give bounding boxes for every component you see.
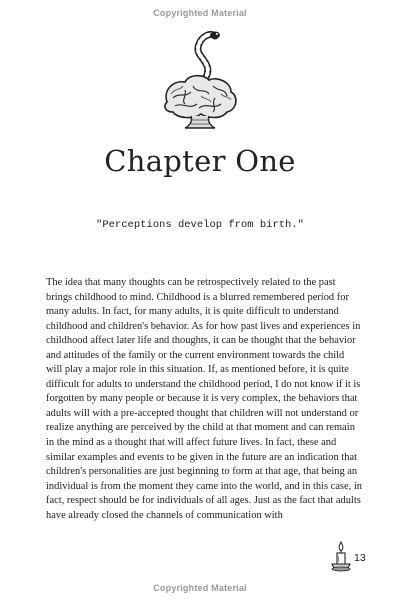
copyright-footer: Copyrighted Material: [153, 583, 247, 593]
paragraph: The idea that many thoughts can be retrospectively related to the past brings childhood to mind. Childhood is a blurred remembered period for many adults. In fact, for many adults, it is quite difficult to understand childhood and children's behavior. As for how past lives and experiences in childhood affect later life and thoughts, it can be thought that the behavior and attitudes of the family or the current environment towards the child will play a major role in this situation. If, as mentioned before, it is quite difficult for adults to understand the childhood period, I do not know if it is forgotten by many people or because it is very complex, the behaviors that adults will with a pre-accepted thought that children will not understand or realize anything are perceived by the child at that moment and can remain in the mind as a thought that will affect future lives. In fact, these and similar examples and events to be given in the future are an indication that children's personalities are just beginning to form at that age, that being an individual is from the moment they came into the world, and in this case, in fact, respect should be for individuals of all ages. Just as the fact that adults have already closed the channels of communication with: [46, 277, 362, 521]
page-number: 13: [354, 552, 366, 564]
chapter-epigraph: "Perceptions develop from birth.": [96, 219, 304, 231]
body-text: [46, 276, 362, 523]
candle-icon: [330, 540, 352, 572]
copyright-header: Copyrighted Material: [153, 8, 247, 18]
chapter-title: Chapter One: [104, 144, 296, 178]
brain-worm-icon: [155, 24, 245, 136]
